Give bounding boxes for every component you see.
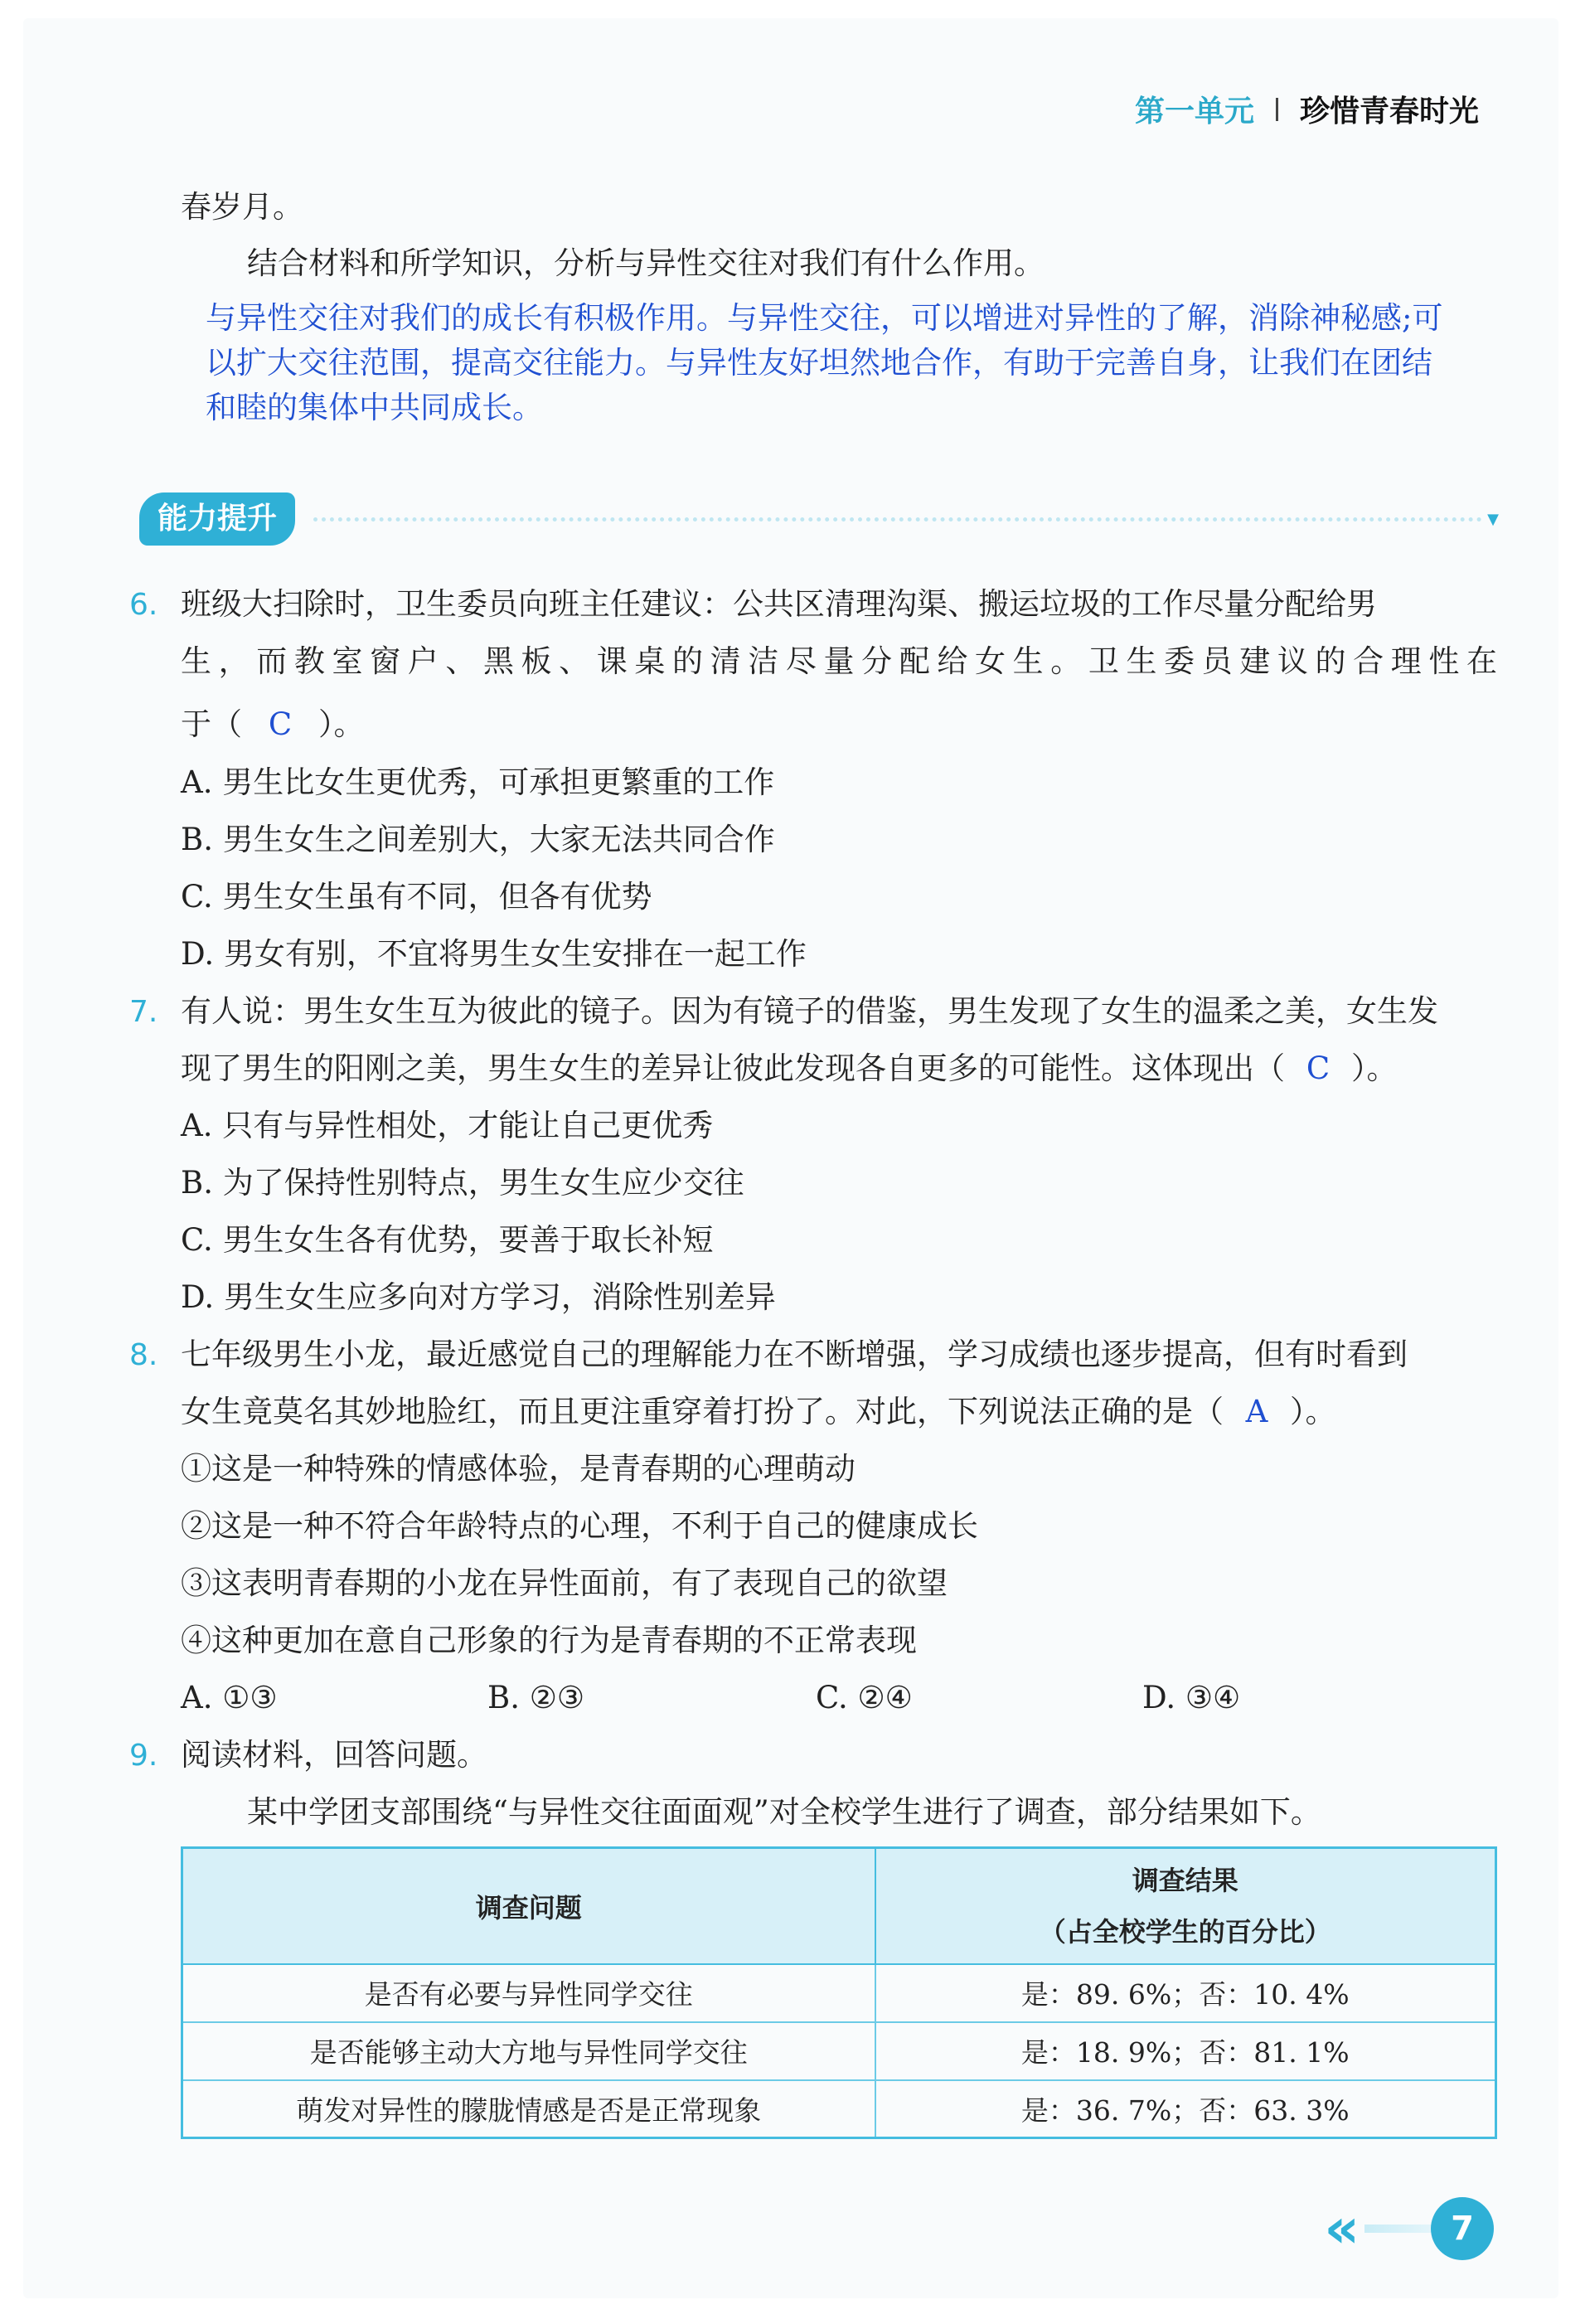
table-row	[182, 1964, 1496, 2022]
q6-option-c: C. 男生女生虽有不同，但各有优势	[181, 879, 652, 915]
survey-col-result-line-1: 调查结果	[1132, 1864, 1238, 1896]
survey-question-2: 是否能够主动大方地与异性同学交往	[182, 2022, 875, 2080]
table-row	[182, 2080, 1496, 2138]
q8-option-c: C. ②④	[816, 1680, 913, 1715]
unit-label: 第一单元	[1134, 95, 1254, 129]
q7-option-c: C. 男生女生各有优势，要善于取长补短	[181, 1222, 714, 1258]
q7-answer: C	[1306, 1050, 1331, 1086]
q8-answer: A	[1245, 1394, 1268, 1429]
q8-option-d: D. ③④	[1142, 1680, 1241, 1715]
q6-blank-close: ）。	[318, 706, 365, 742]
page-number-badge	[1324, 2197, 1494, 2260]
survey-result-1: 是：89. 6%；否：10. 4%	[875, 1964, 1496, 2022]
page-number: 7	[1431, 2197, 1494, 2260]
intro-answer-line-2: 以扩大交往范围，提高交往能力。与异性友好坦然地合作，有助于完善自身，让我们在团结	[206, 345, 1432, 381]
intro-prompt: 结合材料和所学知识，分析与异性交往对我们有什么作用。	[247, 245, 1045, 281]
survey-col-result-line-2: （占全校学生的百分比）	[1039, 1915, 1331, 1948]
q6-answer: C	[268, 706, 293, 742]
q8-blank-close: ）。	[1290, 1394, 1336, 1429]
q8-option-a: A. ①③	[181, 1680, 278, 1715]
q8-stem-text: 女生竟莫名其妙地脸红，而且更注重穿着打扮了。对此，下列说法正确的是（	[181, 1394, 1224, 1429]
intro-answer-line-3: 和睦的集体中共同成长。	[206, 390, 543, 425]
survey-col-question: 调查问题	[182, 1848, 875, 1964]
q6-stem-line-1: 班级大扫除时，卫生委员向班主任建议：公共区清理沟渠、搬运垃圾的工作尽量分配给男	[181, 586, 1377, 622]
q7-stem-line-2	[181, 1050, 1398, 1087]
q6-option-d: D. 男女有别，不宜将男生女生安排在一起工作	[181, 936, 807, 972]
q8-statement-4: ④这种更加在意自己形象的行为是青春期的不正常表现	[181, 1623, 917, 1658]
q7-option-b: B. 为了保持性别特点，男生女生应少交往	[181, 1165, 744, 1201]
q6-stem-line-3	[181, 706, 365, 743]
header-separator	[1276, 98, 1278, 121]
q7-option-a: A. 只有与异性相处，才能让自己更优秀	[181, 1108, 714, 1143]
unit-title: 珍惜青春时光	[1299, 95, 1479, 129]
intro-answer-line-1: 与异性交往对我们的成长有积极作用。与异性交往，可以增进对异性的了解，消除神秘感;可	[206, 300, 1443, 336]
q8-statement-1: ①这是一种特殊的情感体验，是青春期的心理萌动	[181, 1451, 856, 1487]
q8-number: 8.	[129, 1338, 158, 1372]
survey-table	[181, 1846, 1497, 2139]
q8-stem-line-2	[181, 1394, 1336, 1430]
survey-question-3: 萌发对异性的朦胧情感是否是正常现象	[182, 2080, 875, 2138]
running-header	[1135, 88, 1479, 130]
q6-option-b: B. 男生女生之间差别大，大家无法共同合作	[181, 822, 775, 857]
q6-blank-open: 于（	[181, 706, 242, 742]
q8-option-b: B. ②③	[487, 1680, 585, 1715]
q6-number: 6.	[129, 588, 158, 622]
survey-result-2: 是：18. 9%；否：81. 1%	[875, 2022, 1496, 2080]
q6-option-a: A. 男生比女生更优秀，可承担更繁重的工作	[181, 764, 775, 800]
q9-number: 9.	[129, 1739, 158, 1773]
section-dotted-line	[313, 517, 1482, 522]
q8-statement-3: ③这表明青春期的小龙在异性面前，有了表现自己的欲望	[181, 1565, 948, 1601]
q8-statement-2: ②这是一种不符合年龄特点的心理，不利于自己的健康成长	[181, 1508, 978, 1544]
q9-material: 某中学团支部围绕“与异性交往面面观”对全校学生进行了调查，部分结果如下。	[247, 1794, 1321, 1830]
intro-tail: 春岁月。	[181, 189, 303, 225]
survey-header-row	[182, 1848, 1496, 1964]
survey-question-1: 是否有必要与异性同学交往	[182, 1964, 875, 2022]
q6-stem-line-2: 生，而教室窗户、黑板、课桌的清洁尽量分配给女生。卫生委员建议的合理性在	[181, 643, 1497, 679]
triangle-down-icon: ▼	[1487, 511, 1499, 528]
survey-result-3: 是：36. 7%；否：63. 3%	[875, 2080, 1496, 2138]
section-label: 能力提升	[139, 492, 295, 546]
q9-stem: 阅读材料，回答问题。	[181, 1737, 487, 1773]
table-row	[182, 2022, 1496, 2080]
q7-blank-close: ）。	[1351, 1050, 1398, 1086]
survey-col-result	[875, 1848, 1496, 1964]
q7-stem-text: 现了男生的阳刚之美，男生女生的差异让彼此发现各自更多的可能性。这体现出（	[181, 1050, 1285, 1086]
section-banner	[139, 492, 1499, 546]
q7-stem-line-1: 有人说：男生女生互为彼此的镜子。因为有镜子的借鉴，男生发现了女生的温柔之美，女生发	[181, 993, 1438, 1029]
q7-number: 7.	[129, 995, 158, 1029]
q7-option-d: D. 男生女生应多向对方学习，消除性别差异	[181, 1279, 776, 1315]
q8-stem-line-1: 七年级男生小龙，最近感觉自己的理解能力在不断增强，学习成绩也逐步提高，但有时看到	[181, 1337, 1408, 1372]
double-chevron-left-icon: «	[1324, 2196, 1360, 2260]
